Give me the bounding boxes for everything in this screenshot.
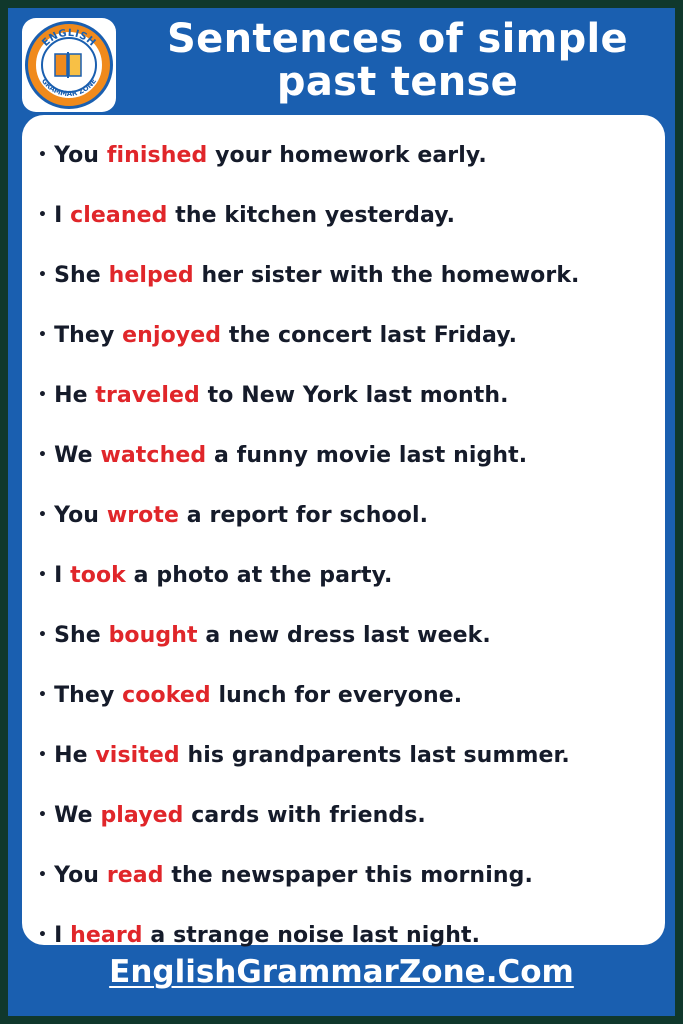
sentence-subject: I bbox=[54, 563, 71, 588]
past-verb: bought bbox=[108, 623, 198, 648]
sentence-rest: lunch for everyone. bbox=[210, 683, 463, 708]
sentence-subject: You bbox=[54, 503, 107, 528]
title-line-1: Sentences of simple bbox=[167, 16, 628, 62]
sentence-subject: You bbox=[54, 863, 107, 888]
bullet-icon: • bbox=[38, 627, 48, 643]
sentence-rest: cards with friends. bbox=[183, 803, 426, 828]
past-verb: visited bbox=[95, 743, 180, 768]
past-verb: enjoyed bbox=[122, 323, 222, 348]
sentence-rest: the concert last Friday. bbox=[221, 323, 518, 348]
poster-frame bbox=[8, 8, 675, 1016]
sentence-subject: We bbox=[54, 443, 101, 468]
bullet-icon: • bbox=[38, 447, 48, 463]
past-verb: read bbox=[106, 863, 164, 888]
sentence-subject: I bbox=[54, 923, 71, 948]
bullet-icon: • bbox=[38, 147, 48, 163]
sentences-card bbox=[22, 115, 665, 948]
sentence-item bbox=[38, 383, 509, 408]
sentence-subject: She bbox=[54, 623, 109, 648]
bullet-icon: • bbox=[38, 507, 48, 523]
bullet-icon: • bbox=[38, 207, 48, 223]
sentence-item bbox=[38, 263, 580, 288]
logo-bottom-text: GRAMMAR ZONE bbox=[39, 77, 99, 99]
sentence-rest: a new dress last week. bbox=[197, 623, 491, 648]
past-verb: finished bbox=[106, 143, 208, 168]
sentence-item bbox=[38, 923, 480, 948]
sentence-subject: They bbox=[54, 683, 123, 708]
sentence-item bbox=[38, 563, 393, 588]
sentence-item bbox=[38, 443, 527, 468]
bullet-icon: • bbox=[38, 567, 48, 583]
past-verb: wrote bbox=[106, 503, 180, 528]
sentence-subject: We bbox=[54, 803, 101, 828]
past-verb: helped bbox=[108, 263, 194, 288]
past-verb: traveled bbox=[95, 383, 200, 408]
sentence-item bbox=[38, 203, 455, 228]
sentence-item bbox=[38, 503, 428, 528]
past-verb: cleaned bbox=[70, 203, 168, 228]
sentence-item bbox=[38, 743, 570, 768]
logo-top-text: ENGLISH bbox=[40, 27, 98, 49]
sentence-item bbox=[38, 143, 487, 168]
past-verb: heard bbox=[70, 923, 143, 948]
sentence-rest: his grandparents last summer. bbox=[179, 743, 570, 768]
sentence-subject: You bbox=[54, 143, 107, 168]
sentence-rest: a report for school. bbox=[179, 503, 429, 528]
title-line-2: past tense bbox=[276, 59, 519, 105]
bullet-icon: • bbox=[38, 747, 48, 763]
sentence-rest: her sister with the homework. bbox=[193, 263, 580, 288]
sentence-subject: She bbox=[54, 263, 109, 288]
sentence-rest: a strange noise last night. bbox=[142, 923, 481, 948]
sentence-subject: He bbox=[54, 383, 96, 408]
bullet-icon: • bbox=[38, 267, 48, 283]
page-title bbox=[120, 18, 675, 104]
sentence-rest: to New York last month. bbox=[199, 383, 509, 408]
site-logo bbox=[22, 18, 116, 112]
sentence-rest: the newspaper this morning. bbox=[163, 863, 533, 888]
sentence-rest: your homework early. bbox=[207, 143, 487, 168]
sentence-subject: They bbox=[54, 323, 123, 348]
footer-site-link[interactable]: EnglishGrammarZone.Com bbox=[109, 954, 574, 990]
sentence-item bbox=[38, 683, 462, 708]
bullet-icon: • bbox=[38, 387, 48, 403]
past-verb: played bbox=[100, 803, 184, 828]
past-verb: took bbox=[70, 563, 126, 588]
sentence-item bbox=[38, 863, 533, 888]
sentence-rest: the kitchen yesterday. bbox=[167, 203, 456, 228]
past-verb: cooked bbox=[122, 683, 211, 708]
bullet-icon: • bbox=[38, 687, 48, 703]
book-badge-icon bbox=[22, 18, 116, 112]
sentence-rest: a photo at the party. bbox=[125, 563, 393, 588]
past-verb: watched bbox=[100, 443, 207, 468]
sentence-subject: He bbox=[54, 743, 96, 768]
sentence-subject: I bbox=[54, 203, 71, 228]
bullet-icon: • bbox=[38, 867, 48, 883]
sentence-item bbox=[38, 323, 517, 348]
sentence-item bbox=[38, 623, 491, 648]
bullet-icon: • bbox=[38, 807, 48, 823]
bullet-icon: • bbox=[38, 327, 48, 343]
sentence-item bbox=[38, 803, 426, 828]
bullet-icon: • bbox=[38, 927, 48, 943]
sentence-rest: a funny movie last night. bbox=[206, 443, 528, 468]
